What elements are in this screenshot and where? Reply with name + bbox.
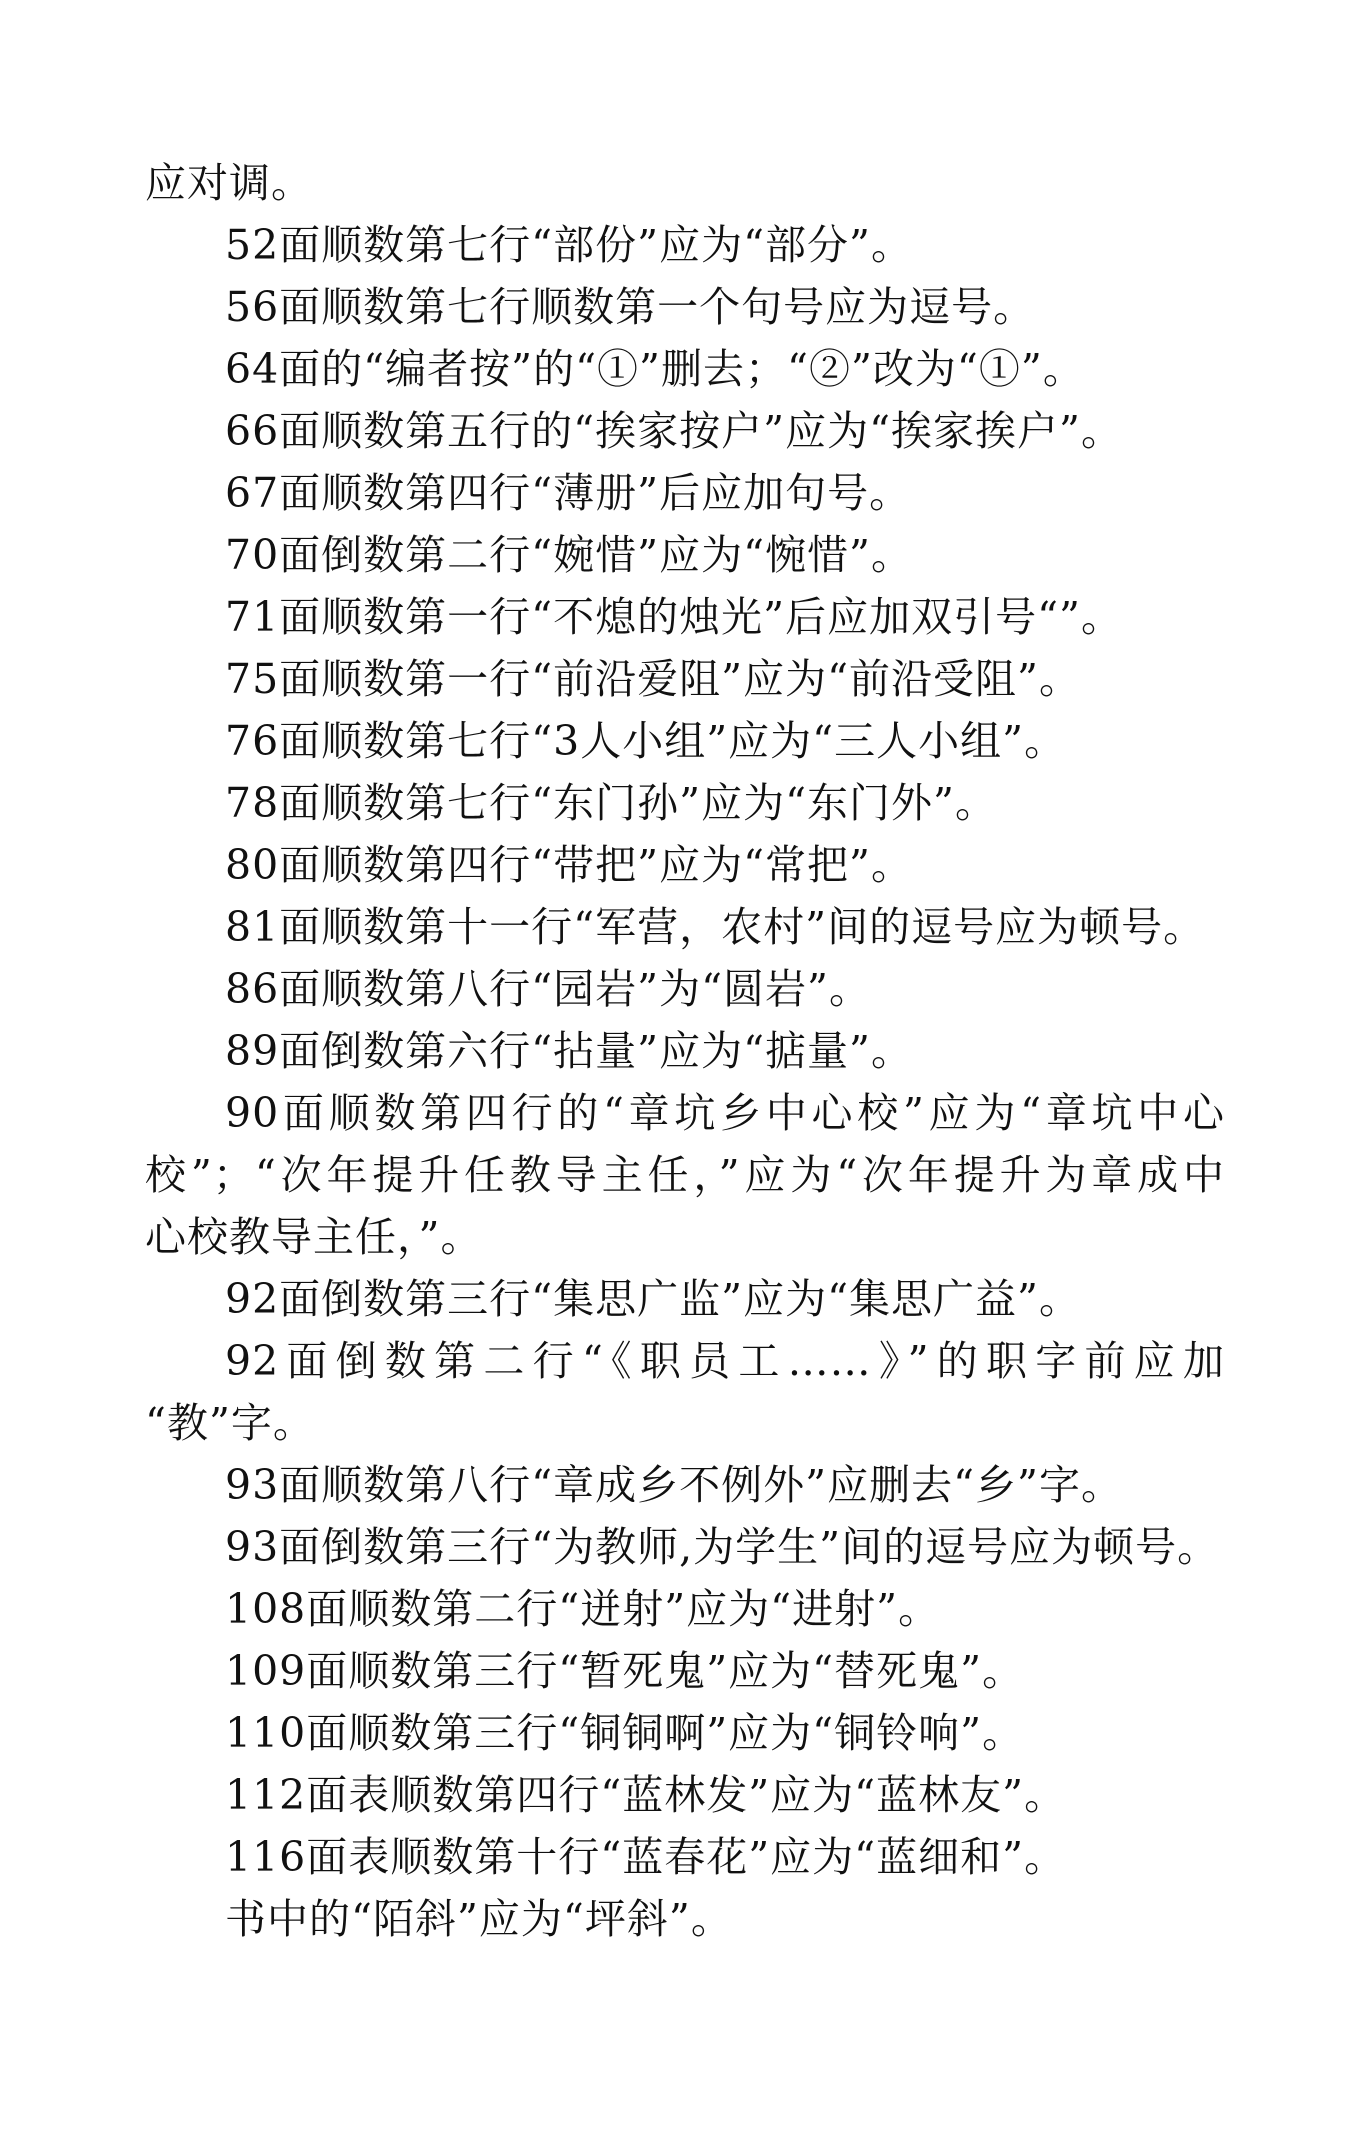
text-line: 67面顺数第四行“薄册”后应加句号。 xyxy=(225,469,912,517)
text-line: 71面顺数第一行“不熄的烛光”后应加双引号“”。 xyxy=(225,593,1124,641)
text-line: 92面倒数第三行“集思广监”应为“集思广益”。 xyxy=(225,1275,1082,1323)
text-line: 112面表顺数第四行“蓝林发”应为“蓝林友”。 xyxy=(225,1771,1067,1819)
text-line: 75面顺数第一行“前沿爱阻”应为“前沿受阻”。 xyxy=(225,655,1082,703)
text-line: 90面顺数第四行的“章坑乡中心校”应为“章坑中心 xyxy=(225,1089,1225,1137)
text-line: 心校教导主任，”。 xyxy=(145,1213,483,1261)
text-line: 93面顺数第八行“章成乡不例外”应删去“乡”字。 xyxy=(225,1461,1124,1509)
text-line: 93面倒数第三行“为教师,为学生”间的逗号应为顿号。 xyxy=(225,1523,1220,1571)
text-line: 109面顺数第三行“暂死鬼”应为“替死鬼”。 xyxy=(225,1647,1025,1695)
text-line: 108面顺数第二行“迸射”应为“进射”。 xyxy=(225,1585,941,1633)
text-line: 应对调。 xyxy=(145,159,313,207)
text-line: 52面顺数第七行“部份”应为“部分”。 xyxy=(225,221,914,269)
text-line: 校”；“次年提升任教导主任，”应为“次年提升为章成中 xyxy=(145,1151,1225,1199)
text-line: 110面顺数第三行“铜铜啊”应为“铜铃响”。 xyxy=(225,1709,1025,1757)
text-line: 78面顺数第七行“东门孙”应为“东门外”。 xyxy=(225,779,998,827)
text-line: 书中的“陌斜”应为“坪斜”。 xyxy=(225,1895,733,1943)
errata-text-block xyxy=(145,152,1225,1950)
text-line: 81面顺数第十一行“军营，农村”间的逗号应为顿号。 xyxy=(225,903,1206,951)
text-line: 76面顺数第七行“3人小组”应为“三人小组”。 xyxy=(225,717,1067,765)
text-line: 64面的“编者按”的“①”删去；“②”改为“①”。 xyxy=(225,345,1085,393)
text-line: 116面表顺数第十行“蓝春花”应为“蓝细和”。 xyxy=(225,1833,1067,1881)
text-line: 66面顺数第五行的“挨家按户”应为“挨家挨户”。 xyxy=(225,407,1124,455)
text-line: 92面倒数第二行“《职员工……》”的职字前应加 xyxy=(225,1337,1225,1385)
text-line: 56面顺数第七行顺数第一个句号应为逗号。 xyxy=(225,283,1036,331)
text-line: 80面顺数第四行“带把”应为“常把”。 xyxy=(225,841,914,889)
text-line: 89面倒数第六行“拈量”应为“掂量”。 xyxy=(225,1027,914,1075)
text-line: 86面顺数第八行“园岩”为“圆岩”。 xyxy=(225,965,872,1013)
text-line: 70面倒数第二行“婉惜”应为“惋惜”。 xyxy=(225,531,914,579)
text-line: “教”字。 xyxy=(145,1399,315,1447)
